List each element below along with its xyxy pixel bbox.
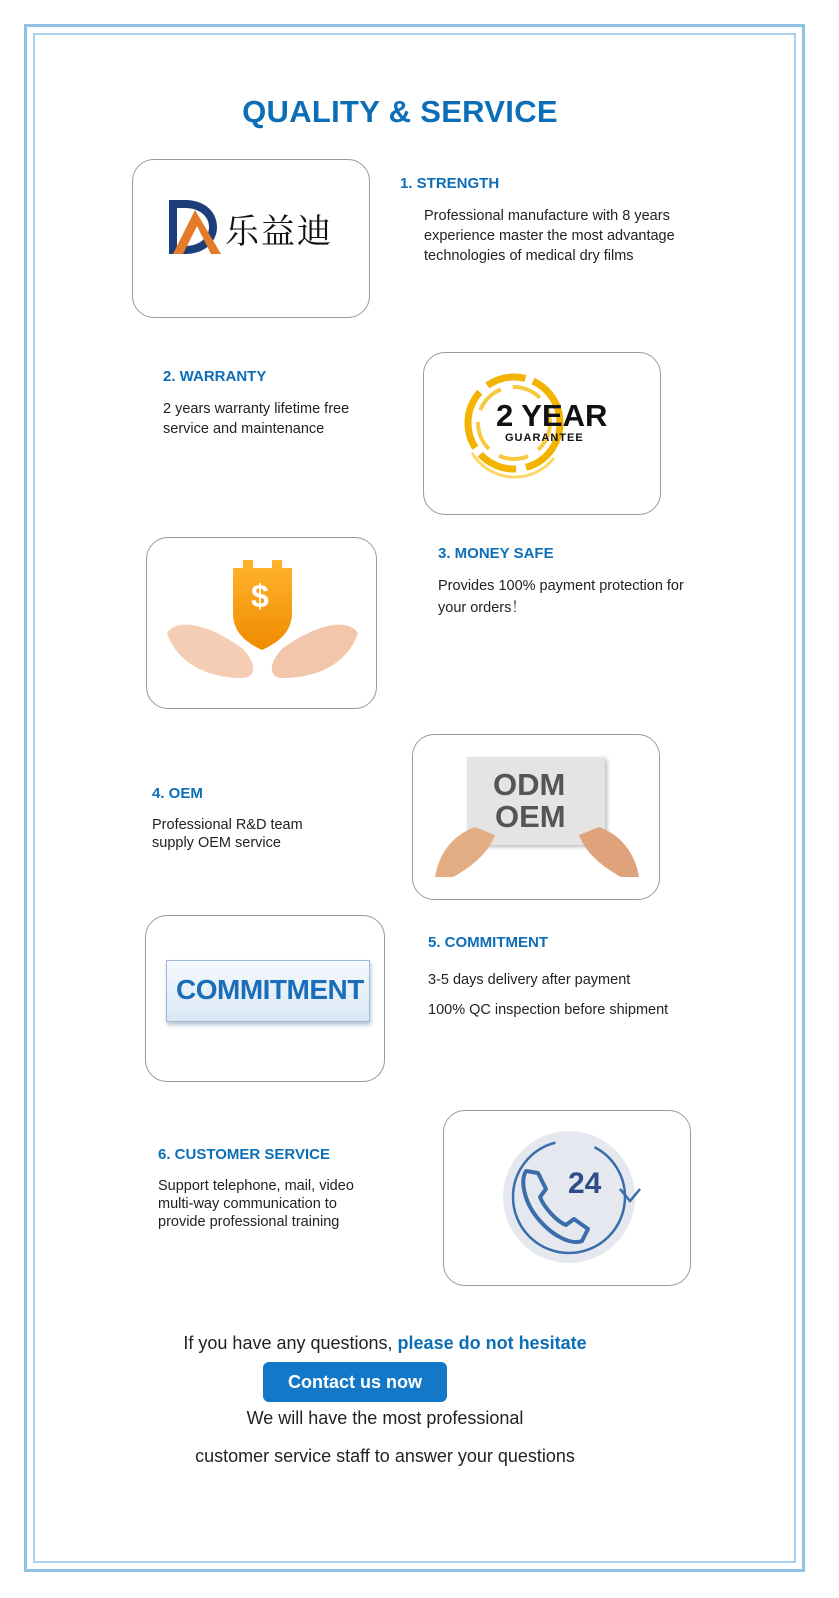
section-heading-strength: 1. STRENGTH (400, 175, 500, 192)
text-line: technologies of medical dry films (424, 248, 634, 264)
text-line: your orders！ (438, 600, 526, 616)
contact-us-button[interactable]: Contact us now (263, 1362, 447, 1402)
odm-oem-image-box (412, 734, 660, 900)
dollar-symbol: $ (251, 578, 269, 614)
money-safe-image-box (146, 537, 377, 709)
footer-line-3: customer service staff to answer your questions (195, 1446, 575, 1466)
holding-hands-icon (413, 735, 660, 900)
section-heading-commitment: 5. COMMITMENT (428, 934, 548, 951)
text-line: 100% QC inspection before shipment (428, 1002, 669, 1018)
section-heading-customer-service: 6. CUSTOMER SERVICE (158, 1146, 330, 1163)
section-heading-warranty: 2. WARRANTY (163, 368, 267, 385)
section-text-oem (152, 816, 303, 852)
section-text-customer-service (158, 1177, 354, 1231)
question-line (0, 1333, 770, 1354)
section-heading-money-safe: 3. MONEY SAFE (438, 545, 554, 562)
section-text-commitment (428, 965, 668, 1025)
hands-shield-icon (147, 538, 377, 709)
text-line: Professional manufacture with 8 years (424, 208, 670, 224)
text-line: provide professional training (158, 1214, 340, 1230)
text-line: service and maintenance (163, 421, 325, 437)
section-text-money-safe (438, 575, 684, 619)
text-line: Professional R&D team (152, 817, 303, 833)
logo-image-box (132, 159, 370, 318)
text-line: supply OEM service (152, 835, 281, 851)
commitment-banner-text: COMMITMENT (176, 974, 364, 1005)
commitment-image-box (145, 915, 385, 1082)
section-text-warranty (163, 399, 349, 439)
text-line: Support telephone, mail, video (158, 1178, 354, 1194)
text-line: 3-5 days delivery after payment (428, 972, 631, 988)
question-highlight: please do not hesitate (397, 1333, 587, 1353)
text-line: multi-way communication to (158, 1196, 337, 1212)
text-line: 2 years warranty lifetime free (163, 401, 350, 417)
section-heading-oem: 4. OEM (152, 785, 203, 802)
clock-number-text: 24 (568, 1167, 602, 1200)
guarantee-big-text: 2 YEAR (496, 398, 608, 433)
brand-logo-text: 乐益迪 (225, 212, 333, 252)
support-image-box (443, 1110, 691, 1286)
guarantee-small-text: GUARANTEE (505, 432, 584, 444)
guarantee-image-box (423, 352, 661, 515)
text-line: Provides 100% payment protection for (438, 578, 684, 594)
oem-text: OEM (495, 799, 566, 834)
odm-text: ODM (493, 767, 566, 802)
page-title: QUALITY & SERVICE (242, 94, 558, 129)
footer-line-2: We will have the most professional (246, 1408, 524, 1428)
question-text: If you have any questions, (183, 1333, 398, 1353)
section-text-strength (424, 206, 675, 266)
text-line: experience master the most advantage (424, 228, 675, 244)
